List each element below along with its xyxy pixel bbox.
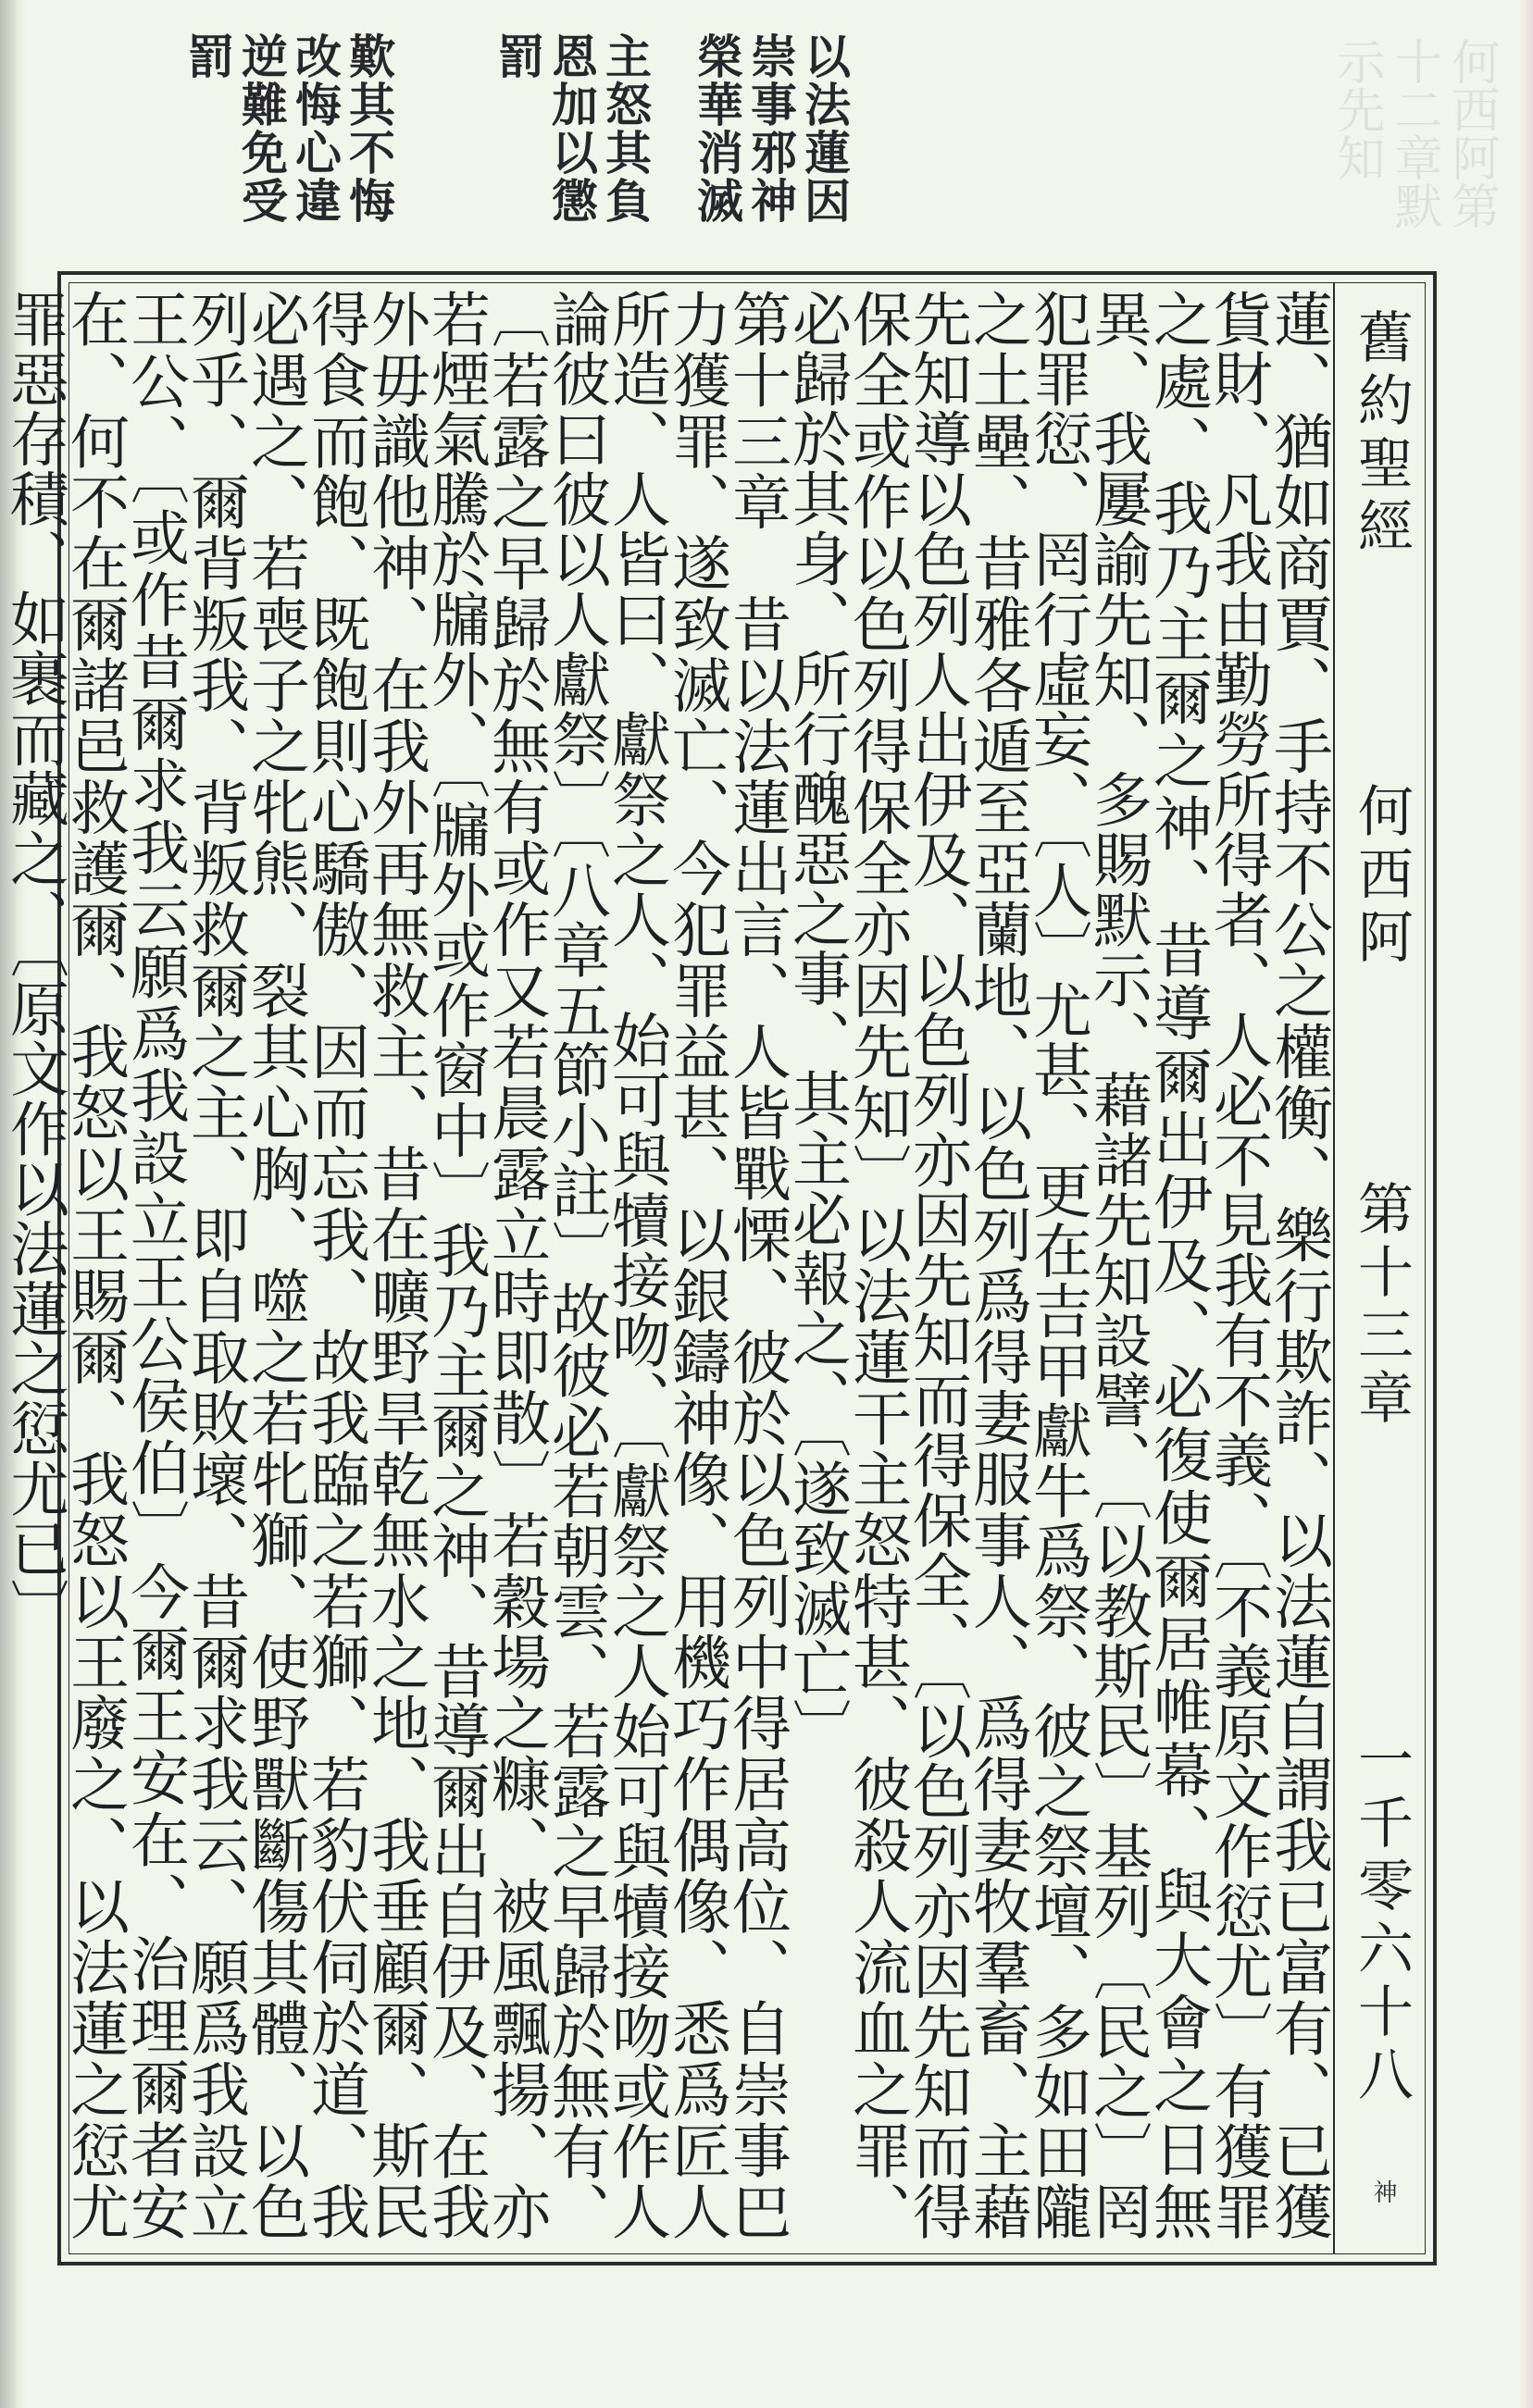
margin-note-3: 歎其不悔改悔心違逆難免受罰	[181, 32, 396, 225]
verse-block-chapter-13: 第十三章 昔以法蓮出言、人皆戰慄、彼於以色列中得居高位、自崇事巴力獲罪、遂致滅亡、今犯罪益甚、以銀鑄神像、用機巧作偶像、悉爲匠人所造、人皆曰、獻祭之人、始可與犢接吻、〔獻祭之人始可與犢接吻或作人論彼曰彼以人獻祭〕〔八章五節小註〕故彼必若朝雲、若露之早歸於無有、〔若露之早歸於無有或作又若晨露立時即散〕若穀場之糠、被風飄揚、亦若煙氣騰於牖外、〔牖外或作窗中〕我乃主爾之神、昔導爾出自伊及、在我外毋識他神、在我外再無救主、昔在曠野旱乾無水之地、我垂顧爾、斯民得食而飽、既飽則心驕傲、因而忘我、故我臨之若獅、若豹伏伺於道、我必遇之、若喪子之牝熊、裂其心胸、噬之若牝獅、使野獸斷傷其體、以色列乎、爾背叛我、背叛救爾之主、即自取敗壞、昔爾求我云、願爲我設立王公、〔或作昔爾求我云願爲我設立王公侯伯〕今爾王安在、治理爾者安在、何不在爾諸邑救護爾、我怒以王賜爾、我怒以王廢之、以法蓮之愆尤罪惡存積、如裹而藏之、〔原文作以法蓮之愆尤已〕	[0, 289, 791, 2241]
page-mark: 神	[1369, 2179, 1397, 2203]
margin-note-1: 以法蓮因崇事邪神榮華消滅	[690, 32, 852, 225]
section-title: 何西阿	[1349, 782, 1414, 971]
verse-block-chapter-12: 蓮、猶如商賈、手持不公之權衡、樂行欺詐、以法蓮自謂我已富有、已獲貨財、凡我由勤勞所得者、人必不見我有不義、〔不義原文作愆尤〕有獲罪之處、我乃主爾之神、昔導爾出伊及、必復使爾居帷幕、與大會之日無異、我屢諭先知、多賜默示、藉諸先知設譬、〔以教斯民〕基列〔民之〕罔犯罪愆、罔行虛妄、〔人〕尤甚、更在吉甲獻牛爲祭、彼之祭壇、多如田隴之土壘、昔雅各遁至亞蘭地、以色列爲得妻服事人、爲得妻牧羣畜、主藉先知導以色列人出伊及、以色列亦因先知而得保全、〔以色列亦因先知而得保全或作以色列得保全亦因先知〕以法蓮干主怒特甚、彼殺人流血之罪、必歸於其身、所行醜惡之事、其主必報之、〔遂致滅亡〕	[782, 289, 1332, 2241]
page-number: 一千零六十八	[1349, 1731, 1414, 2108]
show-through-text: 何西阿第十二章默示先知	[1328, 37, 1499, 230]
scripture-text	[0, 289, 1332, 2241]
margin-note-2: 主怒其負恩加以懲罰	[491, 32, 653, 225]
chapter-title: 第十三章	[1349, 1180, 1414, 1432]
page-edge	[1520, 0, 1533, 2408]
book-title: 舊約聖經	[1349, 308, 1414, 560]
running-header	[1333, 282, 1426, 2254]
